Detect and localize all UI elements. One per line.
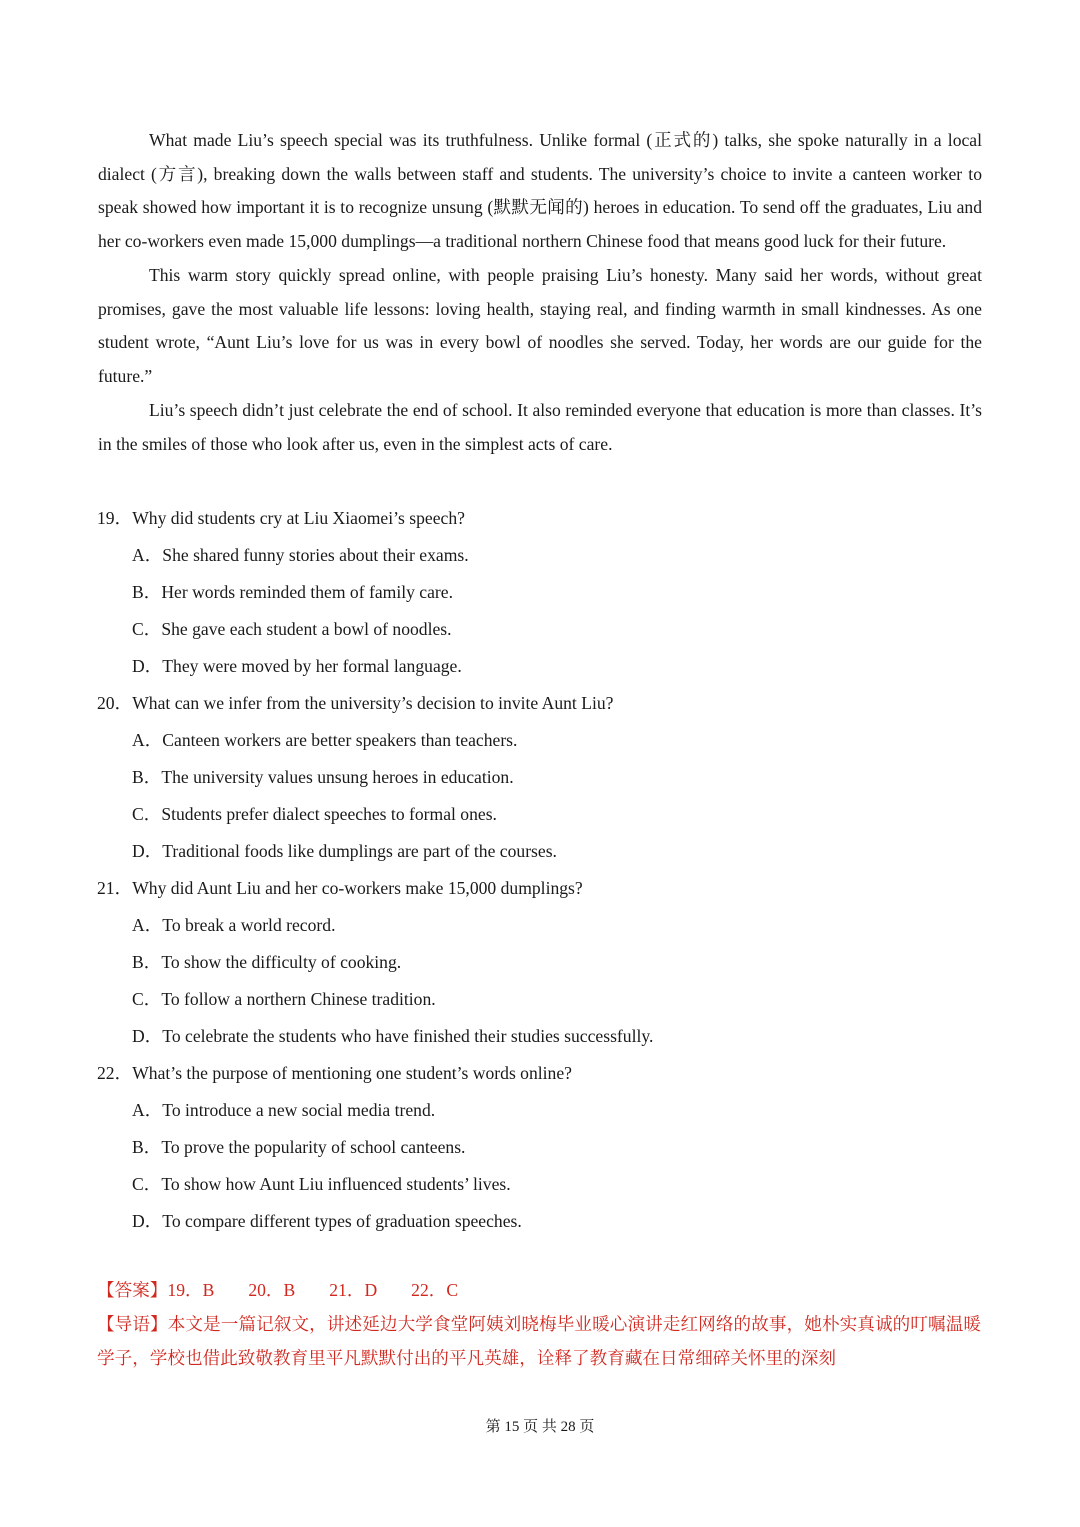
answer-item: 21．D	[329, 1280, 378, 1300]
question-20	[97, 685, 981, 722]
reading-passage	[98, 124, 982, 462]
question-text: Why did Aunt Liu and her co-workers make 15,000 dumplings?	[132, 878, 583, 898]
question-text: Why did students cry at Liu Xiaomei’s speech?	[132, 508, 465, 528]
page-footer: 第 15 页 共 28 页	[485, 1419, 595, 1435]
answer-item: 22．C	[411, 1280, 459, 1300]
guide-text: 本文是一篇记叙文，讲述延边大学食堂阿姨刘晓梅毕业暖心演讲走红网络的故事，她朴实真诚的叮嘱温暖学子，学校也借此致敬教育里平凡默默付出的平凡英雄，诠释了教育藏在日常细碎关怀里的深刻	[97, 1314, 981, 1368]
option-21-a: A．To break a world record.	[132, 915, 336, 935]
question-number: 21．	[97, 878, 133, 898]
option-20-c: C．Students prefer dialect speeches to formal ones.	[132, 804, 497, 824]
passage-paragraph-2: This warm story quickly spread online, with people praising Liu’s honesty. Many said her words, without great promises, gave the most valuable life lessons: loving health, staying real, and finding warmth in small kindnesses. As one student wrote, “Aunt Liu’s love for us was in every bowl of noodles she served. Today, her words are our guide for the future.”	[98, 265, 982, 386]
question-number: 22．	[97, 1063, 133, 1083]
option-21-b: B．To show the difficulty of cooking.	[132, 952, 402, 972]
answer-section	[97, 1273, 981, 1375]
option-20-a: A．Canteen workers are better speakers than teachers.	[132, 730, 518, 750]
guide-label: 【导语】	[97, 1314, 168, 1334]
option-19-c: C．She gave each student a bowl of noodles.	[132, 619, 452, 639]
option-19-a: A．She shared funny stories about their exams.	[132, 545, 469, 565]
option-20-d: D．Traditional foods like dumplings are part of the courses.	[132, 841, 557, 861]
question-text: What can we infer from the university’s decision to invite Aunt Liu?	[132, 693, 614, 713]
answer-label: 【答案】	[97, 1280, 168, 1300]
question-22	[97, 1055, 981, 1092]
answer-item: 19．B	[167, 1280, 215, 1300]
answer-key	[97, 1273, 981, 1307]
option-19-d: D．They were moved by her formal language.	[132, 656, 462, 676]
option-20-b: B．The university values unsung heroes in education.	[132, 767, 514, 787]
option-21-c: C．To follow a northern Chinese tradition.	[132, 989, 436, 1009]
option-22-c: C．To show how Aunt Liu influenced students’ lives.	[132, 1174, 511, 1194]
question-19	[97, 500, 981, 537]
option-19-b: B．Her words reminded them of family care.	[132, 582, 453, 602]
guide-paragraph	[97, 1307, 981, 1375]
question-text: What’s the purpose of mentioning one student’s words online?	[132, 1063, 572, 1083]
question-number: 20．	[97, 693, 133, 713]
question-list	[97, 500, 981, 1240]
option-22-d: D．To compare different types of graduation speeches.	[132, 1211, 522, 1231]
question-21	[97, 870, 981, 907]
passage-paragraph-1: What made Liu’s speech special was its truthfulness. Unlike formal (正式的) talks, she spoke naturally in a local dialect (方言), breaking down the walls between staff and students. The university’s choice to invite a canteen worker to speak showed how important it is to recognize unsung (默默无闻的) heroes in education. To send off the graduates, Liu and her co-workers even made 15,000 dumplings—a traditional northern Chinese food that means good luck for their future.	[98, 130, 982, 251]
option-21-d: D．To celebrate the students who have finished their studies successfully.	[132, 1026, 654, 1046]
question-number: 19．	[97, 508, 133, 528]
option-22-b: B．To prove the popularity of school canteens.	[132, 1137, 466, 1157]
option-22-a: A．To introduce a new social media trend.	[132, 1100, 436, 1120]
answer-item: 20．B	[248, 1280, 296, 1300]
passage-paragraph-3: Liu’s speech didn’t just celebrate the end of school. It also reminded everyone that education is more than classes. It’s in the smiles of those who look after us, even in the simplest acts of care.	[98, 400, 982, 454]
